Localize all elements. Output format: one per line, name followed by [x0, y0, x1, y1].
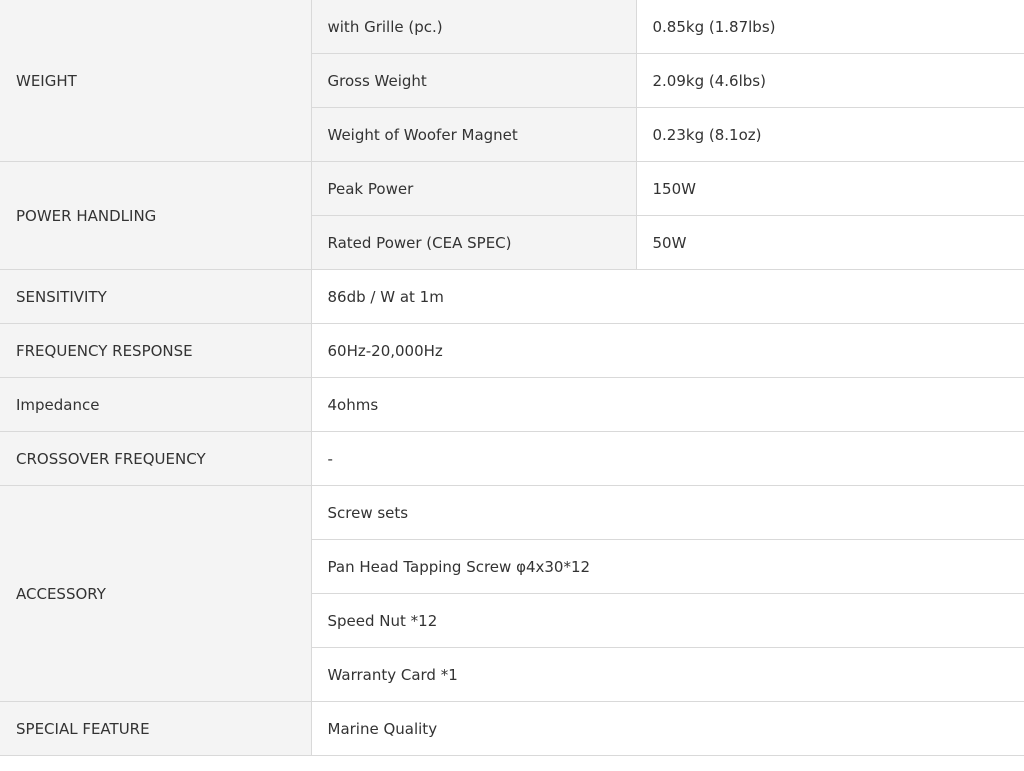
spec-label-accessory: ACCESSORY [0, 486, 311, 702]
spec-label-crossover-frequency: CROSSOVER FREQUENCY [0, 432, 311, 486]
accessory-item: Speed Nut *12 [311, 594, 1024, 648]
spec-row-frequency-response [0, 324, 1024, 378]
spec-row-crossover-frequency [0, 432, 1024, 486]
spec-value: Marine Quality [311, 702, 1024, 756]
spec-value: 0.85kg (1.87lbs) [636, 0, 1024, 54]
spec-subname: Weight of Woofer Magnet [311, 108, 636, 162]
spec-row-special-feature [0, 702, 1024, 756]
spec-subname: with Grille (pc.) [311, 0, 636, 54]
accessory-item: Pan Head Tapping Screw φ4x30*12 [311, 540, 1024, 594]
spec-value: 150W [636, 162, 1024, 216]
spec-row-sensitivity [0, 270, 1024, 324]
spec-subname: Peak Power [311, 162, 636, 216]
spec-value: 60Hz-20,000Hz [311, 324, 1024, 378]
accessory-item: Screw sets [311, 486, 1024, 540]
spec-row-accessory [0, 486, 1024, 540]
spec-row-impedance [0, 378, 1024, 432]
spec-value: 50W [636, 216, 1024, 270]
spec-subname: Gross Weight [311, 54, 636, 108]
spec-value: 2.09kg (4.6lbs) [636, 54, 1024, 108]
spec-label-power-handling: POWER HANDLING [0, 162, 311, 270]
spec-row-power-handling [0, 162, 1024, 216]
spec-label-sensitivity: SENSITIVITY [0, 270, 311, 324]
spec-subname: Rated Power (CEA SPEC) [311, 216, 636, 270]
accessory-item: Warranty Card *1 [311, 648, 1024, 702]
spec-value: 4ohms [311, 378, 1024, 432]
spec-label-special-feature: SPECIAL FEATURE [0, 702, 311, 756]
spec-label-impedance: Impedance [0, 378, 311, 432]
spec-value: 0.23kg (8.1oz) [636, 108, 1024, 162]
spec-value: - [311, 432, 1024, 486]
spec-label-weight: WEIGHT [0, 0, 311, 162]
spec-value: 86db / W at 1m [311, 270, 1024, 324]
spec-label-frequency-response: FREQUENCY RESPONSE [0, 324, 311, 378]
spec-row-weight [0, 0, 1024, 54]
